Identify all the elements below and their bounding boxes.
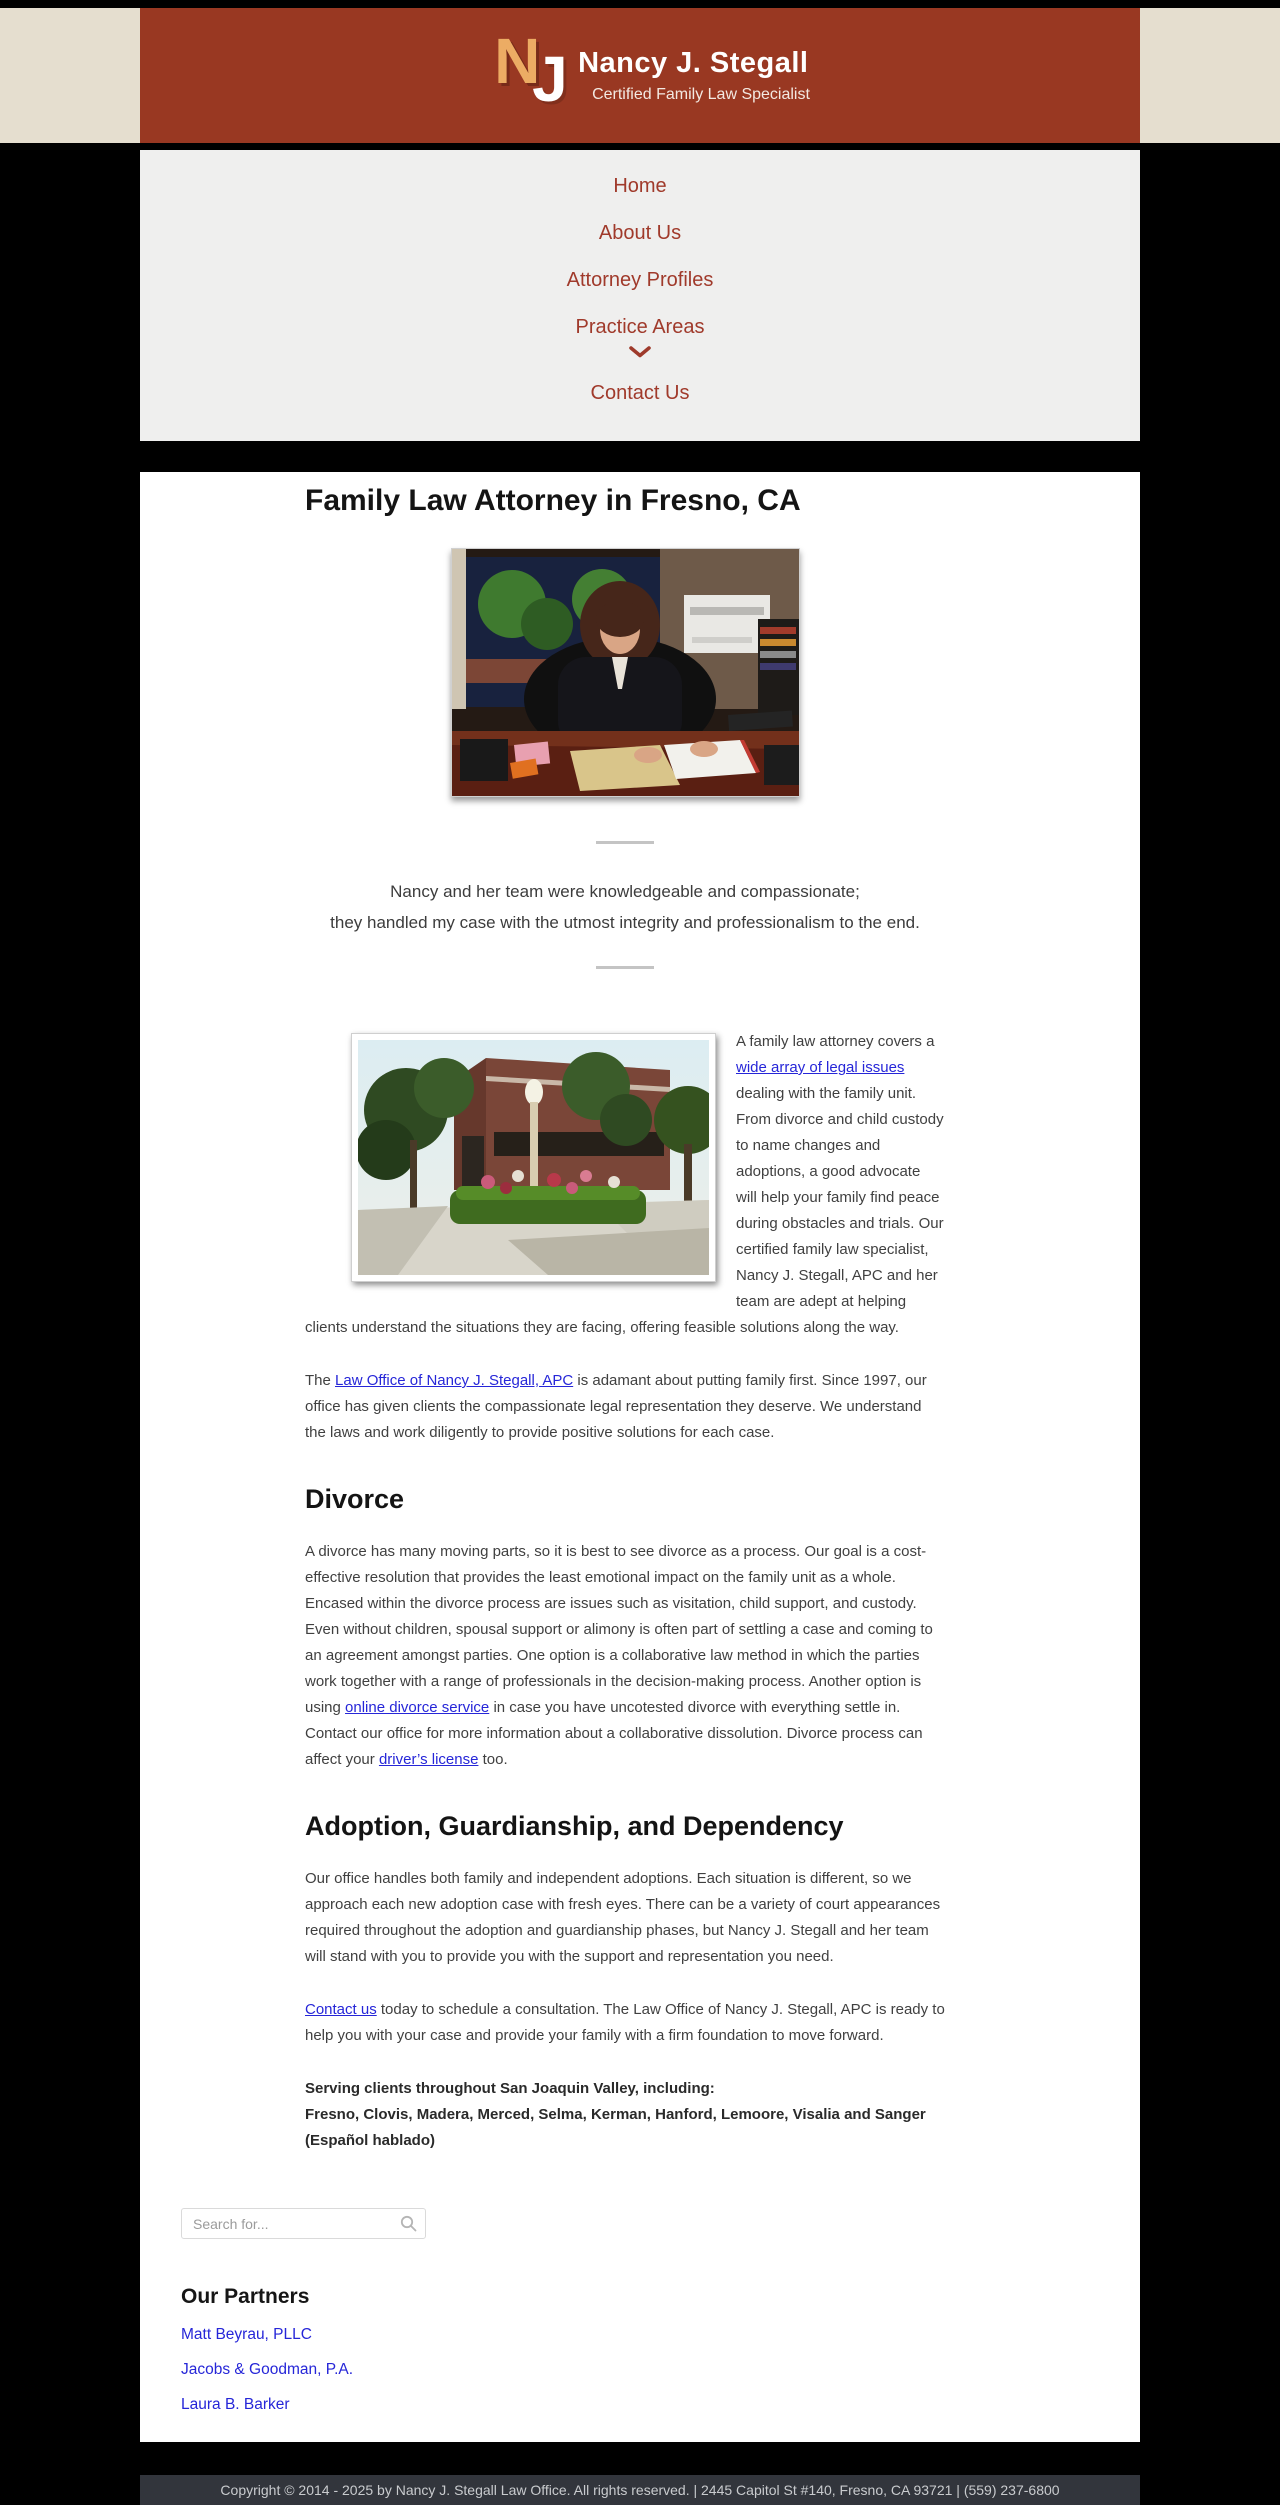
partner-link-matt-beyrau[interactable]: Matt Beyrau, PLLC xyxy=(181,2326,312,2343)
site-name: Nancy J. Stegall xyxy=(578,47,809,79)
page-title: Family Law Attorney in Fresno, CA xyxy=(305,484,801,517)
adoption-heading: Adoption, Guardianship, and Dependency xyxy=(305,1811,844,1841)
nav-item-practice-areas xyxy=(140,304,1140,370)
legal-issues-link[interactable]: wide array of legal issues xyxy=(736,1059,905,1076)
divorce-heading: Divorce xyxy=(305,1484,405,1514)
main-nav xyxy=(140,150,1140,441)
about-text-pre: The xyxy=(305,1372,336,1389)
list-item xyxy=(181,2361,1140,2379)
testimonial-line1: Nancy and her team were knowledgeable and compassionate; xyxy=(390,882,860,901)
nav-item-contact xyxy=(140,370,1140,417)
monogram-letter-n: N xyxy=(494,24,541,97)
logo-text xyxy=(578,47,810,104)
site-footer xyxy=(140,2475,1140,2505)
main-content xyxy=(140,472,1140,2442)
monogram-letter-j: J xyxy=(532,42,568,115)
testimonial-line2: they handled my case with the utmost integrity and professionalism to the end. xyxy=(330,913,920,932)
drivers-license-link[interactable]: driver’s license xyxy=(378,1751,479,1768)
nav-link-contact[interactable]: Contact Us xyxy=(590,382,690,404)
nav-link-attorney-profiles[interactable]: Attorney Profiles xyxy=(566,269,714,291)
about-paragraph xyxy=(305,1368,945,1446)
chevron-down-icon[interactable] xyxy=(629,346,651,358)
divider xyxy=(596,841,654,844)
site-logo[interactable] xyxy=(470,24,810,124)
divorce-text-2: in case you have uncotested divorce with everything settle in. Contact our office for more information about a collaborative dissolution. Divorce process can affect your xyxy=(305,1699,923,1768)
office-building-photo xyxy=(351,1033,716,1282)
divorce-text-3: too. xyxy=(478,1751,508,1768)
serving-clients-text xyxy=(305,2076,945,2154)
partner-list xyxy=(181,2326,1140,2414)
header-band xyxy=(0,8,1280,143)
top-black-bar xyxy=(0,0,1280,8)
intro-text-pre: A family law attorney covers a xyxy=(736,1033,935,1050)
footer-widgets xyxy=(140,2154,1140,2414)
contact-us-link[interactable]: Contact us xyxy=(305,2001,377,2018)
partner-link-laura-barker[interactable]: Laura B. Barker xyxy=(181,2396,290,2413)
testimonial xyxy=(305,876,945,938)
nav-item-attorney-profiles xyxy=(140,257,1140,304)
search-icon[interactable] xyxy=(400,2215,417,2232)
contact-paragraph xyxy=(305,1997,945,2049)
divorce-text-1: A divorce has many moving parts, so it is best to see divorce as a process. Our goal is a cost-effective resolution that provides the least emotional impact on the family unit as a whole. Encased within the divorce process are issues such as visitation, child support, and custody. Even without children, spousal support or alimony is often part of settling a case and coming to an agreement amongst parties. One option is a collaborative law method in which the parties work together with a range of professionals in the decision-making process. Another option is using xyxy=(305,1543,933,1716)
nj-monogram-icon xyxy=(470,24,568,124)
nav-link-home[interactable]: Home xyxy=(613,175,667,197)
search-input[interactable] xyxy=(181,2208,426,2239)
partners-heading: Our Partners xyxy=(181,2285,310,2308)
contact-text: today to schedule a consultation. The Law Office of Nancy J. Stegall, APC is ready to help you with your case and provide your family with a firm foundation to move forward. xyxy=(305,2001,945,2044)
search-box xyxy=(181,2208,426,2239)
site-tagline: Certified Family Law Specialist xyxy=(592,86,810,103)
article xyxy=(305,484,945,2154)
nav-item-about xyxy=(140,210,1140,257)
online-divorce-service-link[interactable]: online divorce service xyxy=(345,1699,490,1716)
nav-item-home xyxy=(140,163,1140,210)
intro-paragraph xyxy=(305,1029,945,1341)
serving-line2: Fresno, Clovis, Madera, Merced, Selma, Kerman, Hanford, Lemoore, Visalia and Sanger (Español hablado) xyxy=(305,2106,926,2149)
list-item xyxy=(181,2326,1140,2344)
about-text-post: is adamant about putting family first. Since 1997, our office has given clients the compassionate legal representation they deserve. We understand the laws and work diligently to provide positive solutions for each case. xyxy=(305,1372,927,1441)
intro-section xyxy=(305,1029,945,1341)
intro-text-post: dealing with the family unit. From divorce and child custody to name changes and adoptions, a good advocate will help your family find peace during obstacles and trials. Our certified family law specialist, Nancy J. Stegall, APC and her team are adept at helping clients understand the situations they are facing, offering feasible solutions along the way. xyxy=(305,1085,944,1336)
list-item xyxy=(181,2396,1140,2414)
attorney-photo xyxy=(451,548,800,797)
serving-line1: Serving clients throughout San Joaquin Valley, including: xyxy=(305,2080,715,2097)
copyright-text: Copyright © 2014 - 2025 by Nancy J. Stegall Law Office. All rights reserved. | 2445 Capitol St #140, Fresno, CA 93721 | (559) 237-6800 xyxy=(220,2482,1060,2498)
partner-link-jacobs-goodman[interactable]: Jacobs & Goodman, P.A. xyxy=(181,2361,354,2378)
nav-link-about[interactable]: About Us xyxy=(598,222,682,244)
law-office-link[interactable]: Law Office of Nancy J. Stegall, APC xyxy=(335,1372,574,1389)
adoption-paragraph: Our office handles both family and independent adoptions. Each situation is different, so we approach each new adoption case with fresh eyes. There can be a variety of court appearances required throughout the adoption and guardianship phases, but Nancy J. Stegall and her team will stand with you to provide you with the support and representation you need. xyxy=(305,1870,941,1965)
divorce-paragraph xyxy=(305,1539,945,1773)
nav-link-practice-areas[interactable]: Practice Areas xyxy=(575,316,705,338)
divider xyxy=(596,966,654,969)
site-header xyxy=(140,8,1140,143)
